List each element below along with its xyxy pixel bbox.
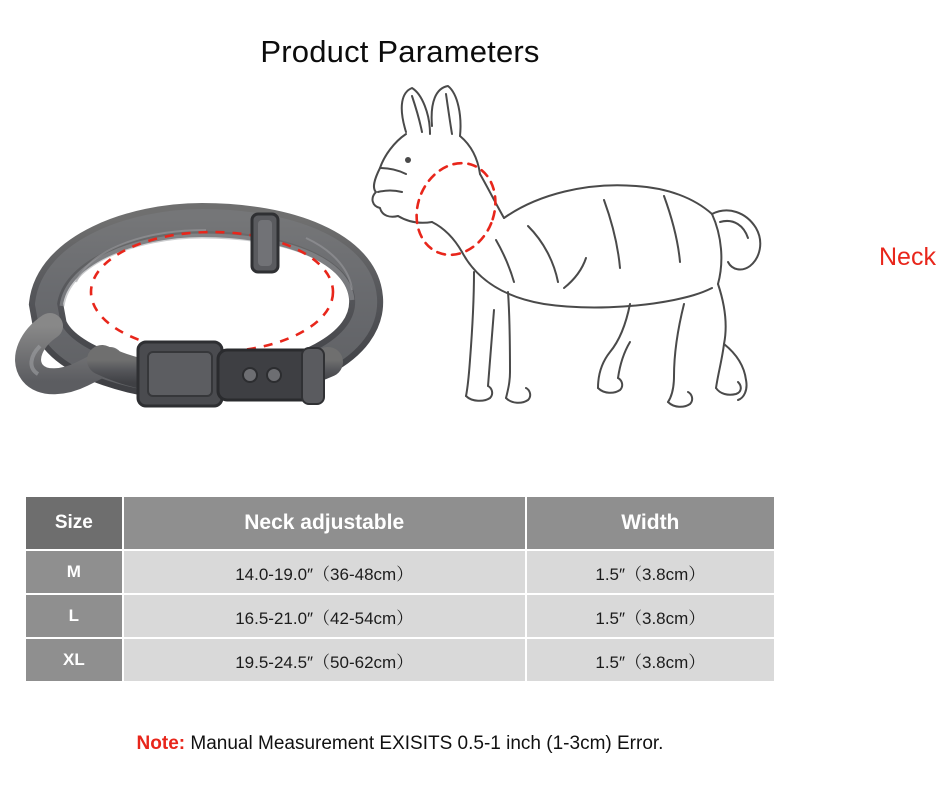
size-table — [24, 495, 776, 683]
note-text: Manual Measurement EXISITS 0.5-1 inch (1-3cm) Error. — [190, 733, 664, 754]
cell-size: XL — [25, 638, 123, 682]
cell-neck: 14.0-19.0″（36-48cm） — [123, 550, 526, 594]
table-header-size: Size — [25, 496, 123, 550]
note-line — [0, 733, 800, 755]
table-row — [25, 638, 775, 682]
table-header-neck-adjustable: Neck adjustable — [123, 496, 526, 550]
cell-size: L — [25, 594, 123, 638]
collar-icon — [6, 186, 406, 426]
cell-size: M — [25, 550, 123, 594]
collar-illustration — [6, 186, 406, 426]
cell-neck: 19.5-24.5″（50-62cm） — [123, 638, 526, 682]
cell-width: 1.5″（3.8cm） — [526, 550, 775, 594]
dog-neck-measure-dashed-oval — [403, 151, 509, 267]
illustration-area — [0, 76, 936, 466]
dog-icon — [368, 76, 798, 436]
table-header-row — [25, 496, 775, 550]
cell-width: 1.5″（3.8cm） — [526, 594, 775, 638]
table-header-width: Width — [526, 496, 775, 550]
note-prefix: Note: — [136, 733, 186, 754]
cell-width: 1.5″（3.8cm） — [526, 638, 775, 682]
dog-illustration — [368, 76, 936, 436]
cell-neck: 16.5-21.0″（42-54cm） — [123, 594, 526, 638]
page-title: Product Parameters — [260, 34, 540, 69]
table-row — [25, 594, 775, 638]
dog-neck-label: Neck — [879, 243, 936, 271]
table-row — [25, 550, 775, 594]
